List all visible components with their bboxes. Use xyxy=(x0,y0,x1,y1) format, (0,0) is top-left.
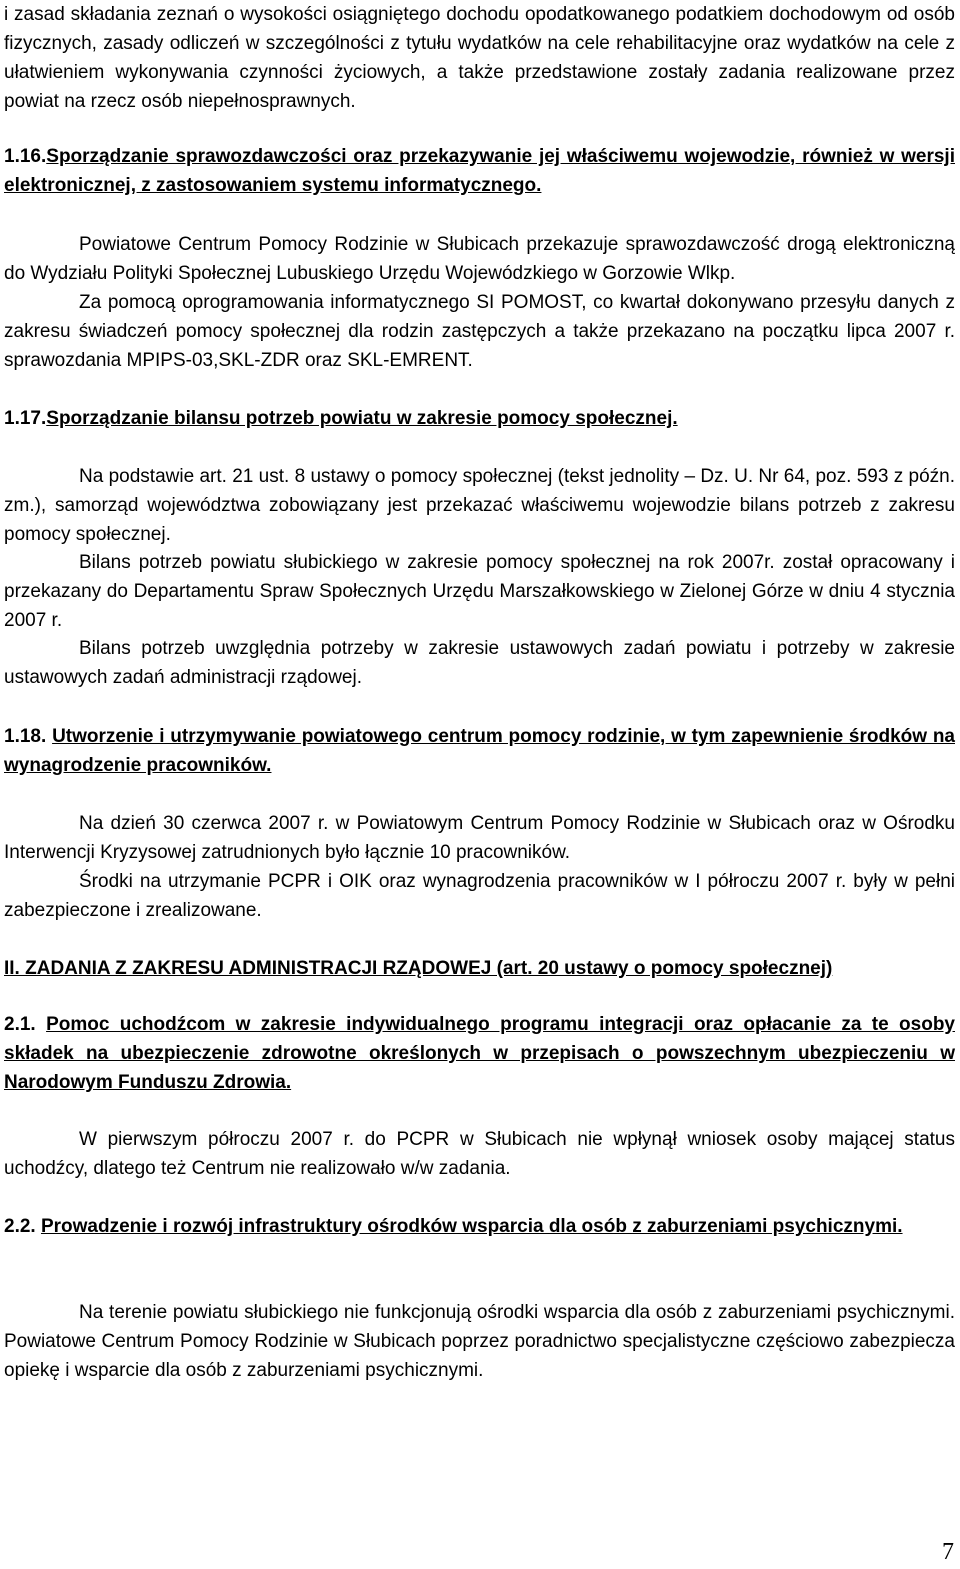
section-1-17-paragraph-1: Na podstawie art. 21 ust. 8 ustawy o pomocy społecznej (tekst jednolity – Dz. U. Nr 64, poz. 593 z późn. zm.), samorząd województwa zobowiązany jest przekazać właściwemu wojewodzie bilans potrzeb z zakresu pomocy społecznej. xyxy=(4,466,955,545)
section-1-17-paragraph-3: Bilans potrzeb uwzględnia potrzeby w zakresie ustawowych zadań powiatu i potrzeby w zakresie ustawowych zadań administracji rządowej. xyxy=(4,638,955,688)
section-1-18-paragraph-2: Środki na utrzymanie PCPR i OIK oraz wynagrodzenia pracowników w I półroczu 2007 r. były w pełni zabezpieczone i zrealizowane. xyxy=(4,871,955,921)
section-1-18-heading xyxy=(4,722,955,780)
section-1-16-number: 1.16. xyxy=(4,146,47,167)
section-2-2-paragraph-1: Na terenie powiatu słubickiego nie funkcjonują ośrodki wsparcia dla osób z zaburzeniami psychicznymi. Powiatowe Centrum Pomocy Rodzinie w Słubicach poprzez poradnictwo specjalistyczne częściowo zabezpiecza opiekę i wsparcie dla osób z zaburzeniami psychicznymi. xyxy=(4,1302,955,1381)
section-1-18-title: Utworzenie i utrzymywanie powiatowego centrum pomocy rodzinie, w tym zapewnienie środków na wynagrodzenie pracowników. xyxy=(4,726,955,776)
section-1-18-paragraph-1: Na dzień 30 czerwca 2007 r. w Powiatowym Centrum Pomocy Rodzinie w Słubicach oraz w Ośrodku Interwencji Kryzysowej zatrudnionych było łącznie 10 pracowników. xyxy=(4,813,955,863)
section-1-17-paragraph-2: Bilans potrzeb powiatu słubickiego w zakresie pomocy społecznej na rok 2007r. został opracowany i przekazany do Departamentu Spraw Społecznych Urzędu Marszałkowskiego w Zielonej Górze w dniu 4 stycznia 2007 r. xyxy=(4,552,955,631)
section-2-2-heading xyxy=(4,1212,955,1241)
section-2-1-heading xyxy=(4,1010,955,1097)
page-number: 7 xyxy=(942,1539,954,1565)
section-2-2-number: 2.2. xyxy=(4,1216,36,1237)
section-1-18-number: 1.18. xyxy=(4,726,47,747)
section-2-1-number: 2.1. xyxy=(4,1014,36,1035)
part-2-heading: II. ZADANIA Z ZAKRESU ADMINISTRACJI RZĄDOWEJ (art. 20 ustawy o pomocy społecznej) xyxy=(4,958,833,979)
intro-paragraph: i zasad składania zeznań o wysokości osiągniętego dochodu opodatkowanego podatkiem dochodowym od osób fizycznych, zasady odliczeń w szczególności z tytułu wydatków na cele rehabilitacyjne oraz wydatków na cele z ułatwieniem wykonywania czynności życiowych, a także przedstawione zostały zadania realizowane przez powiat na rzecz osób niepełnosprawnych. xyxy=(4,4,955,112)
section-1-17-heading xyxy=(4,404,955,433)
section-1-16-heading xyxy=(4,142,955,200)
section-1-16-title: Sporządzanie sprawozdawczości oraz przekazywanie jej właściwemu wojewodzie, również w wersji elektronicznej, z zastosowaniem systemu informatycznego. xyxy=(4,146,955,196)
section-1-16-paragraph-2: Za pomocą oprogramowania informatycznego SI POMOST, co kwartał dokonywano przesyłu danych z zakresu świadczeń pomocy społecznej dla rodzin zastępczych a także przekazano na początku lipca 2007 r. sprawozdania MPIPS-03,SKL-ZDR oraz SKL-EMRENT. xyxy=(4,292,955,371)
section-2-2-title: Prowadzenie i rozwój infrastruktury ośrodków wsparcia dla osób z zaburzeniami psychicznymi. xyxy=(40,1216,903,1237)
section-2-1-paragraph-1: W pierwszym półroczu 2007 r. do PCPR w Słubicach nie wpłynął wniosek osoby mającej status uchodźcy, dlatego też Centrum nie realizowało w/w zadania. xyxy=(4,1129,955,1179)
section-1-17-title: Sporządzanie bilansu potrzeb powiatu w zakresie pomocy społecznej. xyxy=(46,408,678,429)
section-2-1-title: Pomoc uchodźcom w zakresie indywidualnego programu integracji oraz opłacanie za te osoby składek na ubezpieczenie zdrowotne określonych w przepisach o powszechnym ubezpieczeniu w Narodowym Funduszu Zdrowia. xyxy=(4,1014,955,1093)
section-1-16-paragraph-1: Powiatowe Centrum Pomocy Rodzinie w Słubicach przekazuje sprawozdawczość drogą elektroniczną do Wydziału Polityki Społecznej Lubuskiego Urzędu Wojewódzkiego w Gorzowie Wlkp. xyxy=(4,234,955,284)
section-1-17-number: 1.17. xyxy=(4,408,47,429)
